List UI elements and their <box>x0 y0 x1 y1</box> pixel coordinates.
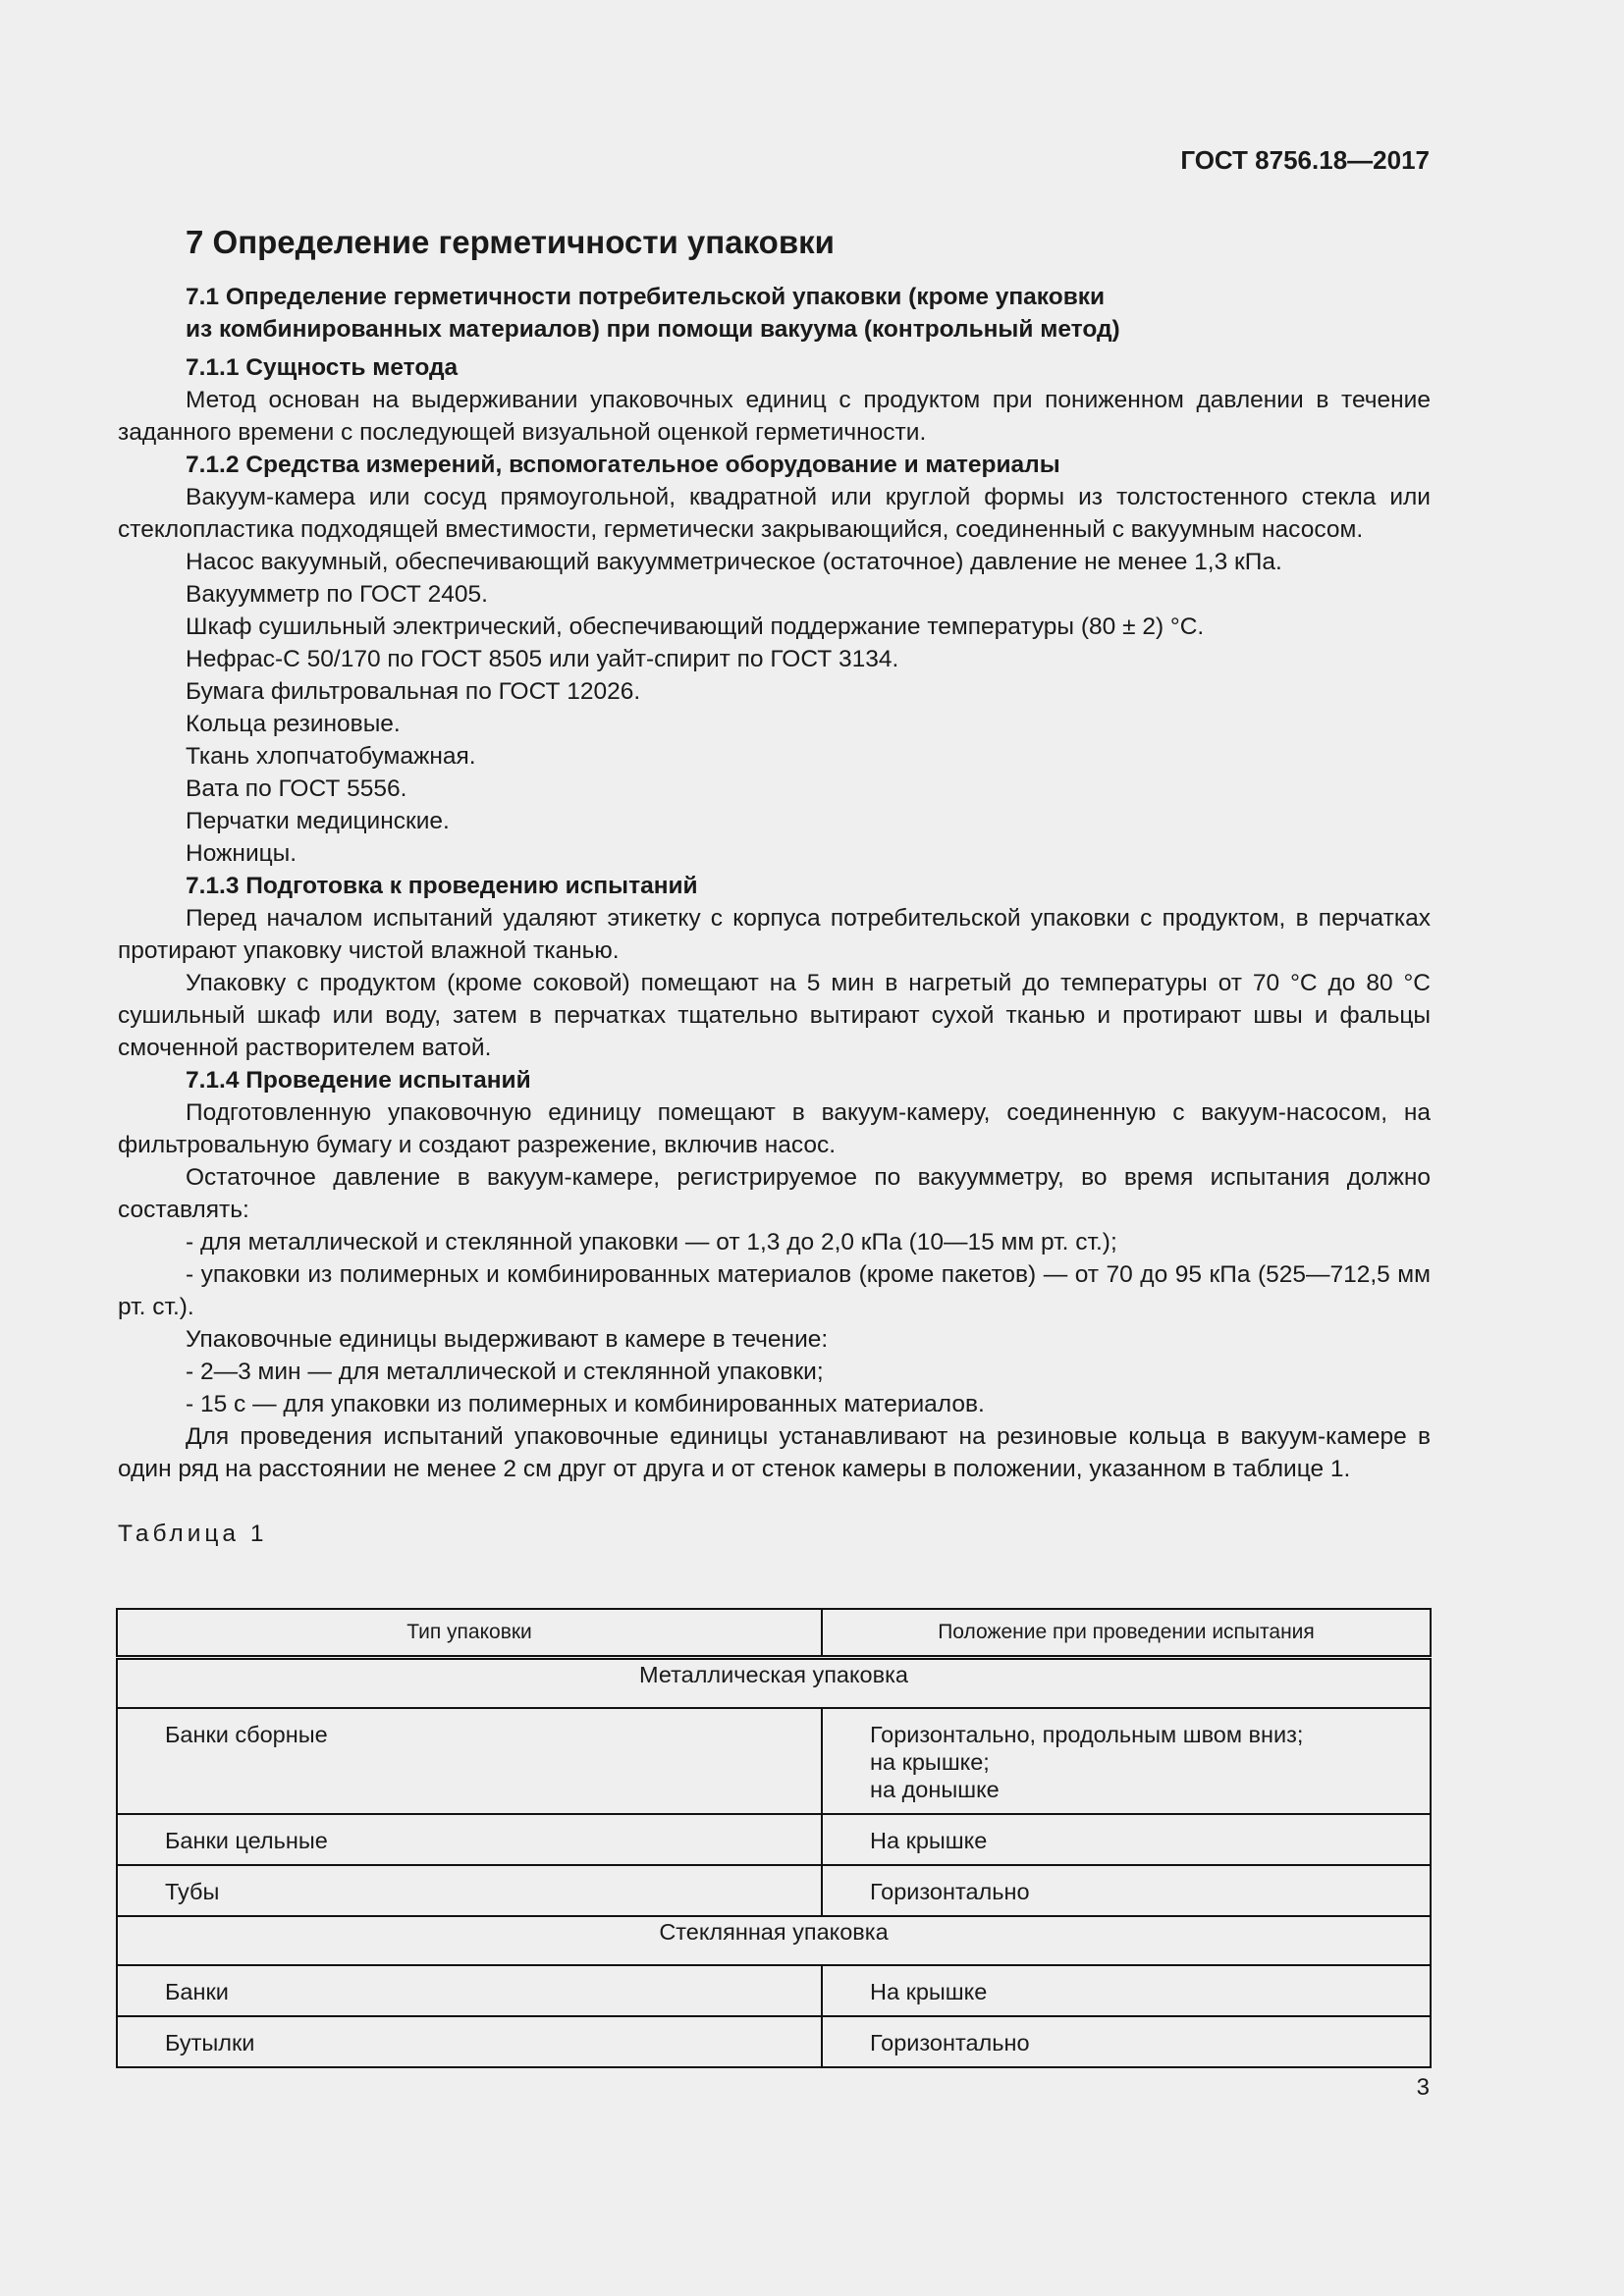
table-cell: Банки <box>117 1965 822 2016</box>
clause-7-1-4-paragraph: Подготовленную упаковочную единицу помещают в вакуум-камеру, соединенную с вакуум-насосом, на фильтровальную бумагу и создают разрежение, включив насос. <box>118 1099 1431 1158</box>
clause-7-1-3-title: 7.1.3 Подготовка к проведению испытаний <box>186 873 698 899</box>
table-caption: Таблица 1 <box>118 1521 268 1547</box>
table-cell: На крышке <box>822 1965 1431 2016</box>
table-cell <box>822 1708 1431 1814</box>
equipment-item: Перчатки медицинские. <box>186 808 450 834</box>
table-1 <box>116 1608 1432 2068</box>
cell-line: на донышке <box>870 1777 1000 1802</box>
table-row <box>117 1865 1431 1916</box>
dash-list-item: - для металлической и стеклянной упаковки — от 1,3 до 2,0 кПа (10—15 мм рт. ст.); <box>186 1229 1117 1255</box>
equipment-item: Вакуумметр по ГОСТ 2405. <box>186 581 488 608</box>
equipment-item: Ножницы. <box>186 840 298 867</box>
subsection-title-line2: из комбинированных материалов) при помощи вакуума (контрольный метод) <box>186 316 1120 343</box>
equipment-item: Нефрас-С 50/170 по ГОСТ 8505 или уайт-спирит по ГОСТ 3134. <box>186 646 899 672</box>
equipment-item: Ткань хлопчатобумажная. <box>186 743 476 770</box>
table-row <box>117 1965 1431 2016</box>
table-cell: Тубы <box>117 1865 822 1916</box>
cell-line: Горизонтально, продольным швом вниз; <box>870 1722 1304 1747</box>
table-cell: Бутылки <box>117 2016 822 2067</box>
subsection-title-line1: 7.1 Определение герметичности потребительской упаковки (кроме упаковки <box>186 284 1106 310</box>
equipment-item: Шкаф сушильный электрический, обеспечивающий поддержание температуры (80 ± 2) °С. <box>186 614 1205 640</box>
clause-7-1-4-paragraph: Для проведения испытаний упаковочные единицы устанавливают на резиновые кольца в вакуум-камере в один ряд на расстоянии не менее 2 см друг от друга и от стенок камеры в положении, указанном в таблице 1. <box>118 1423 1431 1482</box>
clause-7-1-2-title: 7.1.2 Средства измерений, вспомогательное оборудование и материалы <box>186 452 1060 478</box>
table-cell: Банки сборные <box>117 1708 822 1814</box>
table-row <box>117 1814 1431 1865</box>
clause-7-1-3-paragraph: Упаковку с продуктом (кроме соковой) помещают на 5 мин в нагретый до температуры от 70 °С до 80 °С сушильный шкаф или воду, затем в перчатках тщательно вытирают сухой тканью и протирают швы и фальцы смоченной растворителем ватой. <box>118 970 1431 1061</box>
equipment-item: Вакуум-камера или сосуд прямоугольной, квадратной или круглой формы из толстостенного стекла или стеклопластика подходящей вместимости, герметически закрывающийся, соединенный с вакуумным насосом. <box>118 484 1431 543</box>
dash-list-item: - 15 с — для упаковки из полимерных и комбинированных материалов. <box>186 1391 985 1417</box>
clause-7-1-3-paragraph: Перед началом испытаний удаляют этикетку с корпуса потребительской упаковки с продуктом, в перчатках протирают упаковку чистой влажной тканью. <box>118 905 1431 964</box>
equipment-item: Насос вакуумный, обеспечивающий вакуумметрическое (остаточное) давление не менее 1,3 кПа. <box>186 549 1282 575</box>
cell-line: на крышке; <box>870 1749 990 1775</box>
table-group-row <box>117 1916 1431 1965</box>
table-cell: Горизонтально <box>822 1865 1431 1916</box>
clause-7-1-1-text: Метод основан на выдерживании упаковочных единиц с продуктом при пониженном давлении в течение заданного времени с последующей визуальной оценкой герметичности. <box>118 387 1431 446</box>
dash-list-item: - упаковки из полимерных и комбинированных материалов (кроме пакетов) — от 70 до 95 кПа (525—712,5 мм рт. ст.). <box>118 1261 1431 1320</box>
document-body <box>118 222 1431 1550</box>
dash-list-item: - 2—3 мин — для металлической и стеклянной упаковки; <box>186 1359 824 1385</box>
equipment-item: Кольца резиновые. <box>186 711 401 737</box>
page-number: 3 <box>1416 2074 1430 2101</box>
equipment-item: Вата по ГОСТ 5556. <box>186 775 407 802</box>
table-row <box>117 1708 1431 1814</box>
table-group-row <box>117 1658 1431 1709</box>
section-title: 7 Определение герметичности упаковки <box>186 224 835 260</box>
table-cell: Банки цельные <box>117 1814 822 1865</box>
document-header-id: ГОСТ 8756.18—2017 <box>1180 145 1430 175</box>
clause-7-1-1-title: 7.1.1 Сущность метода <box>186 354 459 381</box>
group-label: Металлическая упаковка <box>117 1658 1431 1709</box>
table-row <box>117 2016 1431 2067</box>
table-cell: На крышке <box>822 1814 1431 1865</box>
column-header: Тип упаковки <box>117 1609 822 1658</box>
group-label: Стеклянная упаковка <box>117 1916 1431 1965</box>
table-header-row <box>117 1609 1431 1658</box>
table-cell: Горизонтально <box>822 2016 1431 2067</box>
clause-7-1-4-paragraph: Упаковочные единицы выдерживают в камере в течение: <box>186 1326 829 1353</box>
clause-7-1-4-paragraph: Остаточное давление в вакуум-камере, регистрируемое по вакуумметру, во время испытания должно составлять: <box>118 1164 1431 1223</box>
equipment-item: Бумага фильтровальная по ГОСТ 12026. <box>186 678 641 705</box>
column-header: Положение при проведении испытания <box>822 1609 1431 1658</box>
clause-7-1-4-title: 7.1.4 Проведение испытаний <box>186 1067 531 1094</box>
